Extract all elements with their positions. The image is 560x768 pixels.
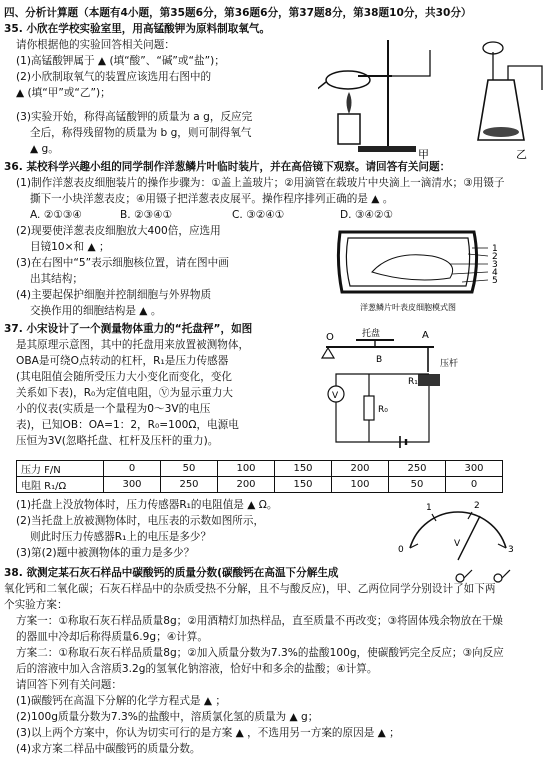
cell-label-3: 3 xyxy=(492,260,498,270)
table-cell: 100 xyxy=(332,477,389,493)
q38-line-9: (2)100g质量分数为7.3%的盐酸中，溶质氯化氢的质量为 ▲ g； xyxy=(16,711,319,723)
q38-line-10: (3)以上两个方案中，你认为切实可行的是方案 ▲ ，不选用另一方案的原因是 ▲ ； xyxy=(16,727,400,739)
pointer-4 xyxy=(452,272,488,274)
q36-option-b: B. ②③④① xyxy=(120,209,172,221)
dial-label-3: 3 xyxy=(508,545,514,555)
q36-part3a: (3)在右图中“5”表示细胞核位置，请在图中画 xyxy=(16,257,229,269)
q37-part2a: (2)当托盘上放被测物体时，电压表的示数如图所示， xyxy=(16,515,265,527)
table-cell: 150 xyxy=(275,461,332,477)
table-cell: 250 xyxy=(161,477,218,493)
tube-mouth xyxy=(318,82,326,90)
table-cell: 300 xyxy=(104,477,161,493)
q37-line-5: 小的仪表(实质是一个量程为0～3V的电压 xyxy=(16,403,211,415)
q37-part2b: 则此时压力传感器R₁上的电压是多少？ xyxy=(30,531,212,543)
q35-part2a: (2)小欣制取氧气的装置应该选用右图中的 xyxy=(16,71,212,83)
q36-part2b: 目镜10×和 ▲ ； xyxy=(30,241,110,253)
cell-figure-caption: 洋葱鳞片叶表皮细胞模式图 xyxy=(360,303,456,312)
table-cell: 200 xyxy=(218,477,275,493)
cell-label-2: 2 xyxy=(492,252,498,262)
label-yi: 乙 xyxy=(516,148,527,160)
q38-line-4: 的器皿中冷却后称得质量6.9g；④计算。 xyxy=(16,631,208,643)
cell-label-1: 1 xyxy=(492,244,498,254)
voltmeter-dial xyxy=(396,490,520,566)
dial-label-0: 0 xyxy=(398,545,404,555)
q38-line-2: 个实验方案： xyxy=(4,599,68,611)
dial-unit: V xyxy=(454,539,461,549)
label-R1: R₁ xyxy=(408,377,418,387)
table-cell: 0 xyxy=(104,461,161,477)
table-cell: 0 xyxy=(446,477,503,493)
flame xyxy=(347,92,352,114)
cell-label-4: 4 xyxy=(492,268,498,278)
onion-cell-figure xyxy=(332,222,552,318)
alcohol-lamp xyxy=(338,114,360,144)
table-cell: 250 xyxy=(389,461,446,477)
q35-part3c: ▲ g。 xyxy=(30,143,59,155)
resistor-R0 xyxy=(364,396,374,420)
q38-line-3: 方案一：①称取石灰石样品质量8g；②用酒精灯加热样品，直至质量不再改变；③将固体残余物放在干燥 xyxy=(16,615,503,627)
section-header: 四、分析计算题（本题有4小题，第35题6分，第36题6分，第37题8分，第38题10分，共30分） xyxy=(4,7,472,19)
pressure-resistance-table xyxy=(16,460,503,493)
q38-line-7: 请回答下列有关问题： xyxy=(16,679,122,691)
q38-line-11: (4)求方案二样品中碳酸钙的质量分数。 xyxy=(16,743,201,755)
q37-line-6: 表)，已知OB：OA=1：2，R₀=100Ω，电源电 xyxy=(16,419,239,431)
cell-wall xyxy=(338,232,476,292)
q38-line-0: 38. 欲测定某石灰石样品中碳酸钙的质量分数(碳酸钙在高温下分解生成 xyxy=(4,567,339,579)
label-O: O xyxy=(326,332,334,343)
table-cell: 50 xyxy=(161,461,218,477)
table-cell: 300 xyxy=(446,461,503,477)
dial-needle xyxy=(458,516,480,560)
q36-option-d: D. ③④②① xyxy=(340,209,393,221)
table-cell: 150 xyxy=(275,477,332,493)
q36-option-a: A. ②①③④ xyxy=(30,209,82,221)
q36-stem: 36. 某校科学兴趣小组的同学制作洋葱鳞片叶临时装片，并在高倍镜下观察。请回答有关问题： xyxy=(4,161,451,173)
q38-line-1: 氧化钙和二氧化碳；石灰石样品中的杂质受热不分解，且不与酸反应)，甲、乙两位同学分别设计了如下两 xyxy=(4,583,496,595)
terminal-lead xyxy=(502,570,510,578)
q36-part2a: (2)现要使洋葱表皮细胞放大400倍，应选用 xyxy=(16,225,221,237)
pivot xyxy=(322,348,334,358)
q37-line-0: 37. 小宋设计了一个测量物体重力的“托盘秤”，如图 xyxy=(4,323,253,335)
outlet-tube xyxy=(508,66,542,90)
q37-line-3: (其电阻值会随所受压力大小变化而变化，变化 xyxy=(16,371,233,383)
label-jia: 甲 xyxy=(418,148,429,160)
label-press-rod: 压杆 xyxy=(440,359,459,369)
q36-part4a: (4)主要起保护细胞并控制细胞与外界物质 xyxy=(16,289,212,301)
q35-part2b: ▲ (填“甲”或“乙”)； xyxy=(16,87,111,99)
table-cell: 100 xyxy=(218,461,275,477)
terminal-lead xyxy=(464,570,472,578)
table-row-label: 电阻 R₁/Ω xyxy=(17,477,104,493)
q36-part1a: (1)制作洋葱表皮细胞装片的操作步骤为：①盖上盖玻片；②用滴管在载玻片中央滴上一滴清水；③用镊子 xyxy=(16,177,505,189)
stand-base xyxy=(358,146,416,152)
q37-line-2: OBA是可绕O点转动的杠杆，R₁是压力传感器 xyxy=(16,355,229,367)
label-B: B xyxy=(376,355,383,365)
q37-scale-circuit xyxy=(316,326,476,454)
vacuole xyxy=(372,255,453,280)
flask-solid xyxy=(483,127,519,137)
q35-part3a: (3)实验开始，称得高锰酸钾的质量为 a g，反应完 xyxy=(16,111,253,123)
q35-stem: 35. 小欣在学校实验室里，用高锰酸钾为原料制取氧气。 xyxy=(4,23,271,35)
q37-line-1: 是其原理示意图，其中的托盘用来放置被测物体， xyxy=(16,339,250,351)
cell-label-5: 5 xyxy=(492,276,498,286)
terminal-icon xyxy=(494,574,502,582)
q36-part3b: 出其结构； xyxy=(30,273,83,285)
q35-part1: (1)高锰酸钾属于 ▲ (填“酸”、“碱”或“盐”)； xyxy=(16,55,225,67)
q38-line-8: (1)碳酸钙在高温下分解的化学方程式是 ▲ ； xyxy=(16,695,226,707)
q37-line-4: 关系如下表)，R₀为定值电阻，Ⓥ为显示重力大 xyxy=(16,387,234,399)
table-row-label: 压力 F/N xyxy=(17,461,104,477)
q37-part3: (3)第(2)题中被测物体的重力是多少？ xyxy=(16,547,195,559)
q37-line-7: 压恒为3V(忽略托盘、杠杆及压杆的重力)。 xyxy=(16,435,219,447)
q38-line-6: 后的溶液中加入含溶质3.2g的氢氧化钠溶液，恰好中和多余的盐酸；④计算。 xyxy=(16,663,378,675)
q35-part3b: 全后，称得残留物的质量为 b g，则可制得氧气 xyxy=(30,127,252,139)
q35-intro: 请你根据他的实验回答相关问题： xyxy=(16,39,175,51)
sensor-R1 xyxy=(418,374,440,386)
table-cell: 200 xyxy=(332,461,389,477)
q37-part1: (1)托盘上没放物体时，压力传感器R₁的电阻值是 ▲ Ω。 xyxy=(16,499,278,511)
label-tray: 托盘 xyxy=(362,329,381,339)
q38-line-5: 方案二：①称取石灰石样品质量8g；②加入质量分数为7.3%的盐酸100g，使碳酸钙完全反应；③向反应 xyxy=(16,647,504,659)
delivery-tube xyxy=(392,50,430,76)
q35-apparatus-figure xyxy=(318,30,554,160)
terminal-icon xyxy=(456,574,464,582)
dial-label-1: 1 xyxy=(426,503,432,513)
dial-label-2: 2 xyxy=(474,501,480,511)
label-A: A xyxy=(422,330,429,341)
label-V: V xyxy=(332,391,339,401)
q36-part1b: 撕下一小块洋葱表皮；④用镊子把洋葱表皮展平。操作程序排列正确的是 ▲ 。 xyxy=(30,193,394,205)
table-row xyxy=(17,461,503,477)
q36-part4b: 交换作用的细胞结构是 ▲ 。 xyxy=(30,305,162,317)
table-cell: 50 xyxy=(389,477,446,493)
label-R0: R₀ xyxy=(378,405,388,415)
q36-option-c: C. ③②④① xyxy=(232,209,285,221)
test-tube xyxy=(326,71,370,89)
